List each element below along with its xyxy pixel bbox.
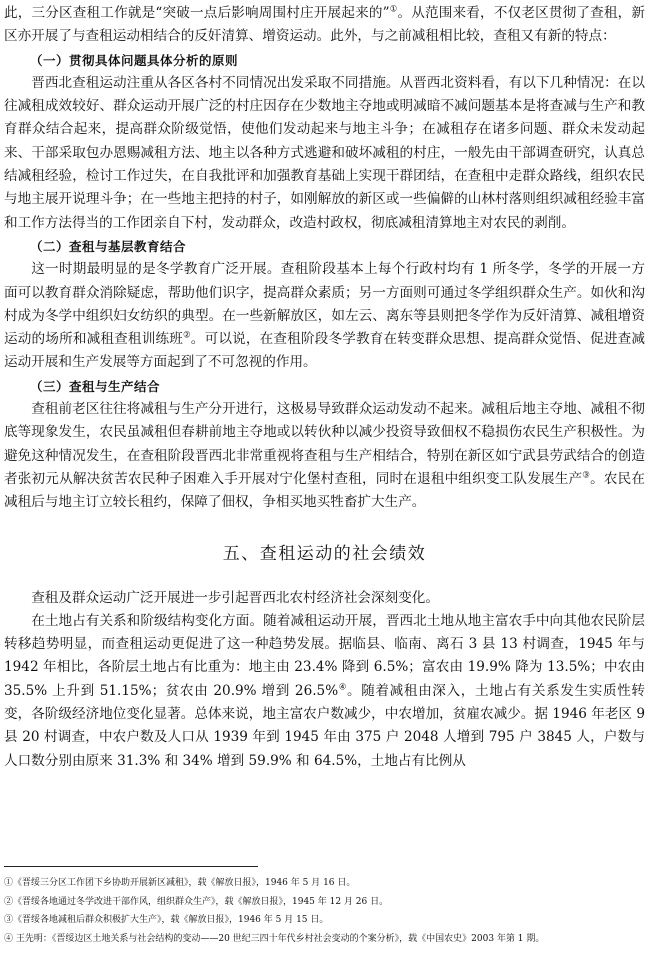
intro-paragraph [4, 2, 645, 49]
footnote-ref-1[interactable]: ① [389, 4, 398, 15]
section1-paragraph: 晋西北查租运动注重从各区各村不同情况出发采取不同措施。从晋西北资料看，有以下几种情况：在以往减租成效较好、群众运动开展广泛的村庄因存在少数地主夺地或明减暗不减问题基本是将查减与生产和教育群众结合起来，提高群众阶级觉悟，使他们发动起来与地主斗争；在减租存在诸多问题、群众未发动起来、干部采取包办恩赐减租方法、地主以各种方式逃避和破坏减租的村庄，一般先由干部调查研究，认真总结减租经验，检讨工作过失，在自我批评和加强教育基础上实现干群团结，在查租中走群众路线，组织农民与地主展开说理斗争；在一些地主把持的村子，如刚解放的新区或一些偏僻的山林村落则组织减租经验丰富和工作方法得当的工作团亲自下村，发动群众，改造村政权，彻底减租清算地主对农民的剥削。 [4, 74, 645, 231]
subheading-2: （二）查租与基层教育结合 [30, 238, 187, 254]
section5-intro-paragraph: 查租及群众运动广泛开展进一步引起晋西北农村经济社会深刻变化。 [31, 589, 439, 606]
footnote-3: ③《晋绥各地减租后群众积极扩大生产》，载《解放日报》，1946 年 5 月 15 日。 [4, 915, 329, 925]
section3-text-part1: 查租前老区往往将减租与生产分开进行，这极易导致群众运动发动不起来。减租后地主夺地、减租不彻底等现象发生，农民虽减租但春耕前地主夺地或以转伙种以减少投资导致佃权不稳损伤农民生产积极性。为避免这种情况发生，在查租阶段晋西北非常重视将查租与生产相结合，特别在新区如宁武县劳武结合的创造者张初元从解决贫苦农民种子困难入手开展对宁化堡村查租，同时在退租中组织变工队发展生产 [4, 401, 645, 487]
section-title: 五、查租运动的社会绩效 [222, 543, 427, 564]
section3-paragraph [4, 398, 645, 514]
section5-text-part2: 。随着减租由深入，土地占有关系发生实质性转变，各阶级经济地位变化显著。总体来说，地主富农户数减少，中农增加，贫雇农减少。据 1946 年老区 9 县 20 村调查，中农户数及人口从 1939 年到 1945 年由 375 户 2048 人增到 795 户 3845 人，户数与人口数分别由原来 31.3% 和 34% 增到 59.9% 和 64.5%，土地占有比例从 [4, 682, 645, 769]
footnote-ref-4[interactable]: ④ [338, 682, 347, 693]
footnote-4: ④ 王先明：《晋绥边区土地关系与社会结构的变动——20 世纪三四十年代乡村社会变动的个案分析》，载《中国农史》2003 年第 1 期。 [4, 933, 545, 944]
footnotes [4, 874, 647, 948]
section3-text-part2: 。农民在减租后与地主订立较长租约，保障了佃权，争相买地买牲畜扩大生产。 [4, 470, 645, 511]
section5-main-paragraph [4, 610, 645, 773]
intro-text-part2: 。从范围来看，不仅老区贯彻了查租，新区亦开展了与查租运动相结合的反奸清算、增资运动。此外，与之前减租相比较，查租又有新的特点： [4, 5, 645, 45]
section2-text-part2: 。可以说，在查租阶段冬学教育在转变群众思想、提高群众觉悟、促进查减运动开展和生产发展等方面起到了不可忽视的作用。 [4, 331, 645, 371]
section2-paragraph [4, 258, 645, 374]
footnote-2: ②《晋绥各地通过冬学改进干部作风，组织群众生产》，载《解放日报》，1945 年 12 月 26 日。 [4, 896, 389, 907]
subheading-1: （一）贯彻具体问题具体分析的原则 [30, 52, 239, 68]
subheading-3: （三）查租与生产结合 [30, 378, 161, 394]
footnote-1: ①《晋绥三分区工作团下乡协助开展新区减租》，载《解放日报》，1946 年 5 月 16 日。 [4, 878, 356, 888]
section2-text-part1: 这一时期最明显的是冬学教育广泛开展。查租阶段基本上每个行政村均有 1 所冬学，冬学的开展一方面可以教育群众消除疑虑，帮助他们识字，提高群众素质；另一方面则可通过冬学组织群众生产。如伙和沟村成为冬学中组织妇女纺织的典型。在一些新解放区，如左云、离东等县则把冬学作为反奸清算、减租增资运动的场所和减租查租训练班 [4, 261, 645, 348]
intro-text-part1: 此，三分区查租工作就是“突破一点后影响周围村庄开展起来的” [4, 5, 390, 21]
footnote-ref-3[interactable]: ③ [582, 470, 591, 481]
footnote-divider [4, 866, 258, 867]
footnote-ref-2[interactable]: ② [183, 330, 191, 341]
section5-text-part1: 在土地占有关系和阶级结构变化方面。随着减租运动开展，晋西北土地从地主富农手中向其他农民阶层转移趋势明显，而查租运动更促进了这一种趋势发展。据临县、临南、离石 3 县 13 村调查，1945 年与 1942 年相比，各阶层土地占有比重为：地主由 23.4% 降到 6.5%；富农由 19.9% 降为 13.5%；中农由 35.5% 上升到 51.15%；贫农由 20.9% 增到 26.5% [4, 612, 645, 699]
